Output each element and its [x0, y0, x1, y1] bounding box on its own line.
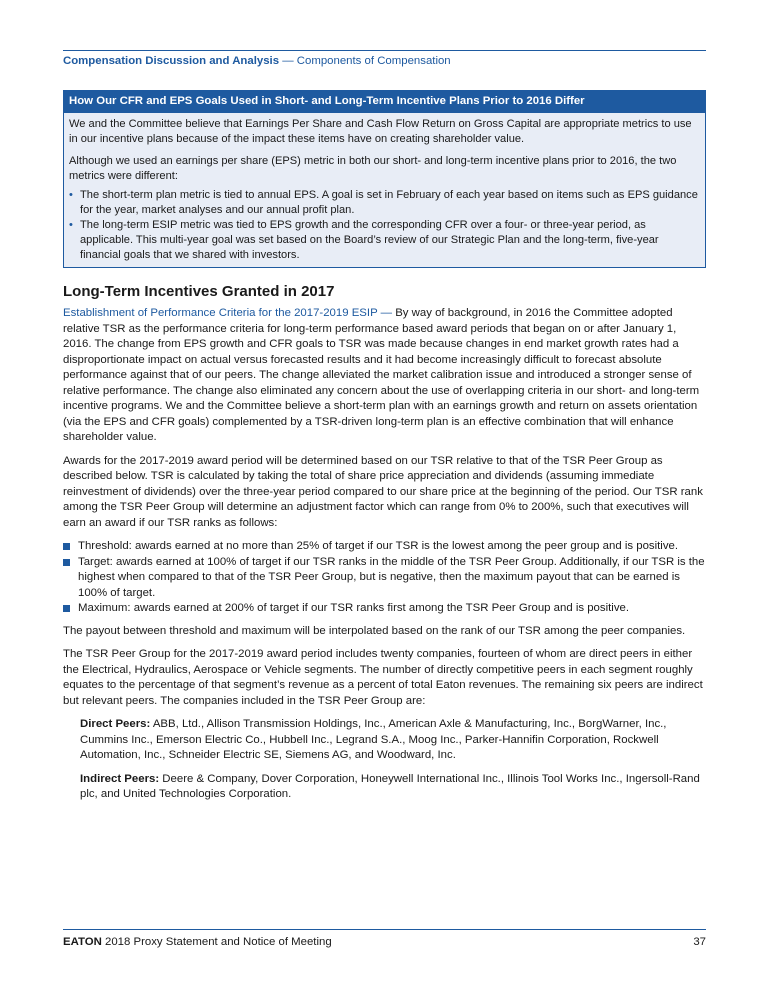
square-bullet-icon	[63, 559, 70, 566]
indirect-peers	[63, 772, 706, 803]
breadcrumb-subsection: — Components of Compensation	[279, 55, 451, 67]
footer-company: EATON	[63, 936, 102, 948]
direct-peers-text: ABB, Ltd., Allison Transmission Holdings, Inc., American Axle & Manufacturing, Inc., BorgWarner, Inc., Cummins Inc., Emerson Electric Co., Hubbell Inc., Legrand S.A., Moog Inc., Parker-Hannifin Corporation, Rockwell Automation, Inc., Schneider Electric SE, Siemens AG, and Woodward, Inc.	[80, 718, 667, 761]
indirect-peers-text: Deere & Company, Dover Corporation, Honeywell International Inc., Illinois Tool Works Inc., Ingersoll-Rand plc, and United Technologies Corporation.	[80, 772, 700, 800]
callout-title: How Our CFR and EPS Goals Used in Short- and Long-Term Incentive Plans Prior to 2016 Differ	[64, 91, 705, 113]
criteria-item-maximum	[63, 601, 706, 617]
lead-paragraph	[63, 306, 706, 446]
criteria-item-threshold	[63, 539, 706, 555]
direct-peers-label: Direct Peers:	[80, 718, 151, 730]
callout-paragraph: We and the Committee believe that Earnings Per Share and Cash Flow Return on Gross Capital are appropriate metrics to use in our incentive plans because of the impact these items have on creating shareholder value.	[69, 118, 692, 145]
footer-title	[63, 935, 332, 951]
breadcrumb-section: Compensation Discussion and Analysis	[63, 55, 280, 67]
square-bullet-icon	[63, 543, 70, 550]
peer-group-paragraph: The TSR Peer Group for the 2017-2019 award period includes twenty companies, fourteen of whom are direct peers in either the Electrical, Hydraulics, Aerospace or Vehicle segments. The number of directly competitive peers in each segment roughly equates to the percentage of that segment’s revenue as a percent of total Eaton revenues. The remaining six peers are indirect but relevant peers. The companies included in the TSR Peer Group are:	[63, 648, 703, 707]
criteria-text: Threshold: awards earned at no more than 25% of target if our TSR is the lowest among the peer group and is positive.	[78, 540, 679, 552]
indirect-peers-label: Indirect Peers:	[80, 772, 160, 785]
section-heading: Long-Term Incentives Granted in 2017	[63, 283, 335, 300]
callout-paragraph: Although we used an earnings per share (EPS) metric in both our short- and long-term incentive plans prior to 2016, the two metrics were different:	[69, 155, 677, 182]
callout-bullet-list	[69, 188, 700, 263]
bullet-dot-icon: •	[69, 219, 73, 231]
page-header	[63, 50, 706, 70]
payout-paragraph: The payout between threshold and maximum will be interpolated based on the rank of our TSR among the peer companies.	[63, 624, 686, 637]
page-number: 37	[693, 936, 706, 948]
criteria-item-target	[63, 555, 706, 602]
main-content	[63, 282, 706, 811]
lead-label: Establishment of Performance Criteria for the 2017-2019 ESIP —	[63, 307, 396, 319]
awards-paragraph: Awards for the 2017-2019 award period will be determined based on our TSR relative to that of the TSR Peer Group as described below. TSR is calculated by taking the total of share price appreciation and dividends (assuming immediate reinvestment of dividends) over the three-year period compared to our share price at the beginning of the period. Our TSR rank among the TSR Peer Group will determine an adjustment factor which can range from 0% to 200%, such that executives will earn an award if our TSR ranks as follows:	[63, 454, 703, 529]
square-bullet-icon	[63, 605, 70, 612]
callout-box	[63, 90, 706, 268]
criteria-text: Maximum: awards earned at 200% of target if our TSR ranks first among the TSR Peer Group and is positive.	[78, 602, 630, 614]
page-footer	[63, 929, 706, 951]
breadcrumb	[63, 51, 706, 70]
bullet-dot-icon: •	[69, 189, 73, 201]
direct-peers	[63, 717, 706, 764]
criteria-list	[63, 539, 706, 617]
callout-bullet	[69, 188, 700, 218]
criteria-text: Target: awards earned at 100% of target if our TSR ranks in the middle of the TSR Peer Group. Additionally, if our TSR is the highest when compared to that of the TSR Peer Group, but is negative, then the maximum payout that can be earned is 100% of target.	[78, 555, 705, 599]
footer-row	[63, 930, 706, 951]
callout-bullet	[69, 218, 700, 263]
callout-body	[64, 113, 705, 263]
callout-bullet-text: The short-term plan metric is tied to annual EPS. A goal is set in February of each year based on items such as EPS guidance for the year, market analyses and our annual profit plan.	[80, 189, 698, 216]
footer-doc-title: 2018 Proxy Statement and Notice of Meeting	[101, 936, 332, 948]
lead-text: By way of background, in 2016 the Committee adopted relative TSR as the performance criteria for long-term performance based award periods that began on or after January 1, 2016. The change from EPS growth and CFR goals to TSR was made because changes in end market growth rates had a disproportionate impact on actual versus forecasted results and it had become increasingly difficult to forecast absolute performance against that of our peers. The change alleviated the market calibration issue and introduced a stronger sense of relative performance. The change also eliminated any concern about the use of overlapping criteria in our short- and long-term incentive programs. We and the Committee believe a short-term plan with an earnings growth and return on assets orientation (via the EPS and CFR goals) complemented by a TSR-driven long-term plan is an effective combination that will enhance shareholder value.	[63, 307, 700, 443]
callout-bullet-text: The long-term ESIP metric was tied to EPS growth and the corresponding CFR over a four- or three-year period, as applicable. This multi-year goal was set based on the Board’s review of our Strategic Plan and the long-term, five-year financial goals that we shared with investors.	[80, 219, 659, 261]
